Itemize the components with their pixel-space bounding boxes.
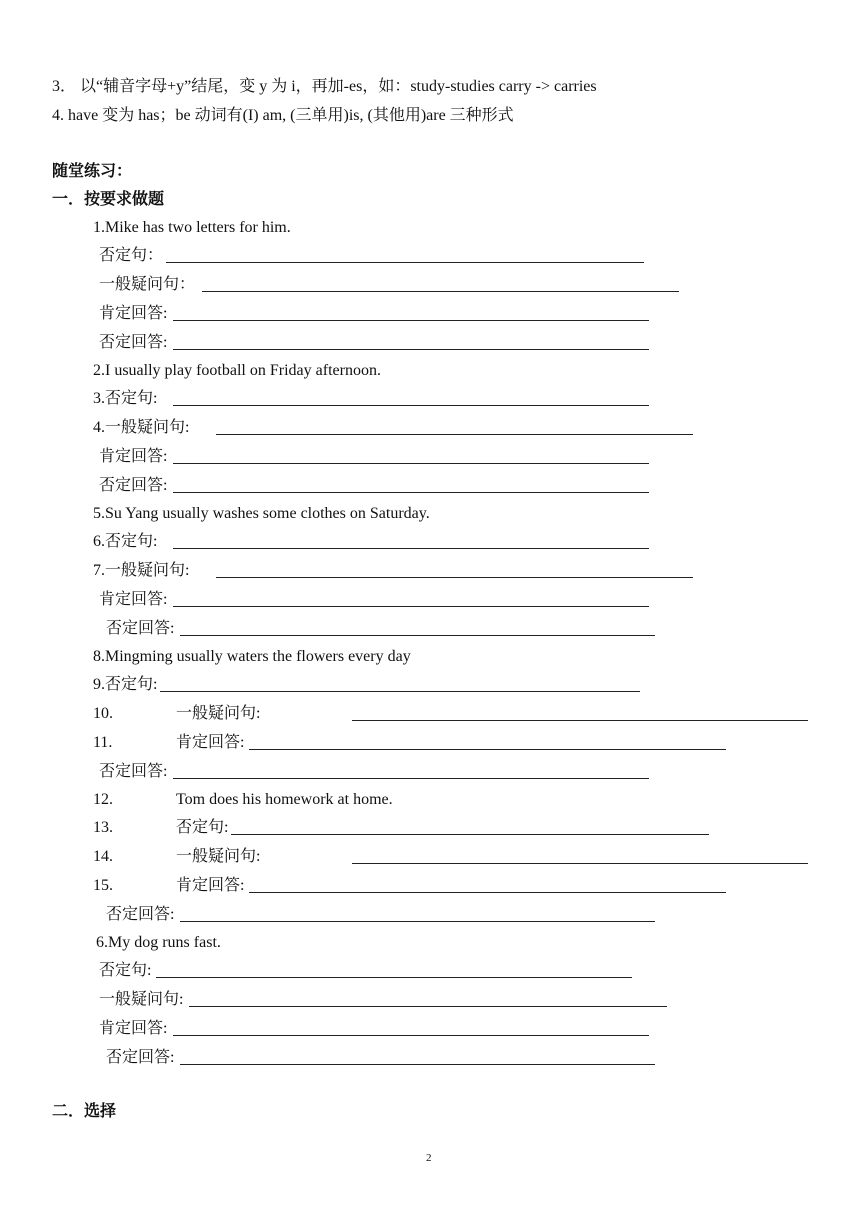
answer-blank[interactable] [231, 834, 709, 835]
neg-answer-label: 否定回答: [106, 1049, 175, 1066]
answer-blank[interactable] [352, 863, 808, 864]
answer-blank[interactable] [173, 778, 649, 779]
pos-answer-label: 肯定回答: [176, 734, 245, 751]
sentence-12: Tom does his homework at home. [176, 791, 393, 808]
sentence-5: 5.Su Yang usually washes some clothes on Saturday. [93, 505, 430, 522]
pos-answer-label: 肯定回答: [176, 877, 245, 894]
neg-answer-label: 否定回答: [99, 477, 168, 494]
item-number: 15. [93, 877, 113, 894]
pos-answer-label: 肯定回答: [99, 1020, 168, 1037]
answer-blank[interactable] [173, 320, 649, 321]
item-number: 12. [93, 791, 113, 808]
answer-blank[interactable] [156, 977, 632, 978]
sentence-1: 1.Mike has two letters for him. [93, 219, 291, 236]
answer-blank[interactable] [173, 405, 649, 406]
section-2-title: 二．选择 [52, 1103, 117, 1120]
neg-label: 否定句: [99, 962, 152, 979]
answer-blank[interactable] [216, 577, 693, 578]
sentence-6: 6.My dog runs fast. [96, 934, 221, 951]
yn-question-label: 一般疑问句: [99, 991, 184, 1008]
pos-answer-label: 肯定回答: [99, 448, 168, 465]
answer-blank[interactable] [173, 463, 649, 464]
yn-question-label: 4.一般疑问句: [93, 419, 190, 436]
neg-label: 9.否定句: [93, 676, 158, 693]
sentence-8: 8.Mingming usually waters the flowers every day [93, 648, 411, 665]
neg-answer-label: 否定回答: [106, 906, 175, 923]
item-number: 11. [93, 734, 113, 751]
yn-question-label: 一般疑问句: [176, 705, 261, 722]
section-1-title: 一．按要求做题 [52, 191, 165, 208]
sentence-2: 2.I usually play football on Friday afternoon. [93, 362, 381, 379]
pos-answer-label: 肯定回答: [99, 305, 168, 322]
item-number: 10. [93, 705, 113, 722]
page-number: 2 [426, 1152, 432, 1164]
item-number: 13. [93, 819, 113, 836]
neg-answer-label: 否定回答: [106, 620, 175, 637]
neg-label: 否定句： [99, 247, 164, 264]
neg-answer-label: 否定回答: [99, 334, 168, 351]
answer-blank[interactable] [180, 635, 655, 636]
answer-blank[interactable] [166, 262, 644, 263]
answer-blank[interactable] [173, 1035, 649, 1036]
answer-blank[interactable] [173, 606, 649, 607]
item-number: 14. [93, 848, 113, 865]
answer-blank[interactable] [180, 921, 655, 922]
rule-3: 3． 以“辅音字母+y”结尾，变 y 为 i，再加-es，如：study-studies carry -> carries [52, 78, 597, 95]
answer-blank[interactable] [160, 691, 640, 692]
neg-label: 否定句: [176, 819, 229, 836]
answer-blank[interactable] [216, 434, 693, 435]
answer-blank[interactable] [173, 492, 649, 493]
neg-label: 6.否定句: [93, 533, 158, 550]
yn-question-label: 一般疑问句： [99, 276, 196, 293]
answer-blank[interactable] [180, 1064, 655, 1065]
answer-blank[interactable] [249, 749, 726, 750]
pos-answer-label: 肯定回答: [99, 591, 168, 608]
yn-question-label: 一般疑问句: [176, 848, 261, 865]
answer-blank[interactable] [189, 1006, 667, 1007]
answer-blank[interactable] [202, 291, 679, 292]
answer-blank[interactable] [352, 720, 808, 721]
practice-title: 随堂练习： [52, 163, 133, 180]
answer-blank[interactable] [173, 548, 649, 549]
neg-answer-label: 否定回答: [99, 763, 168, 780]
yn-question-label: 7.一般疑问句: [93, 562, 190, 579]
neg-label: 3.否定句: [93, 390, 158, 407]
rule-4: 4. have 变为 has；be 动词有(I) am, (三单用)is, (其他用)are 三种形式 [52, 107, 514, 124]
answer-blank[interactable] [249, 892, 726, 893]
answer-blank[interactable] [173, 349, 649, 350]
